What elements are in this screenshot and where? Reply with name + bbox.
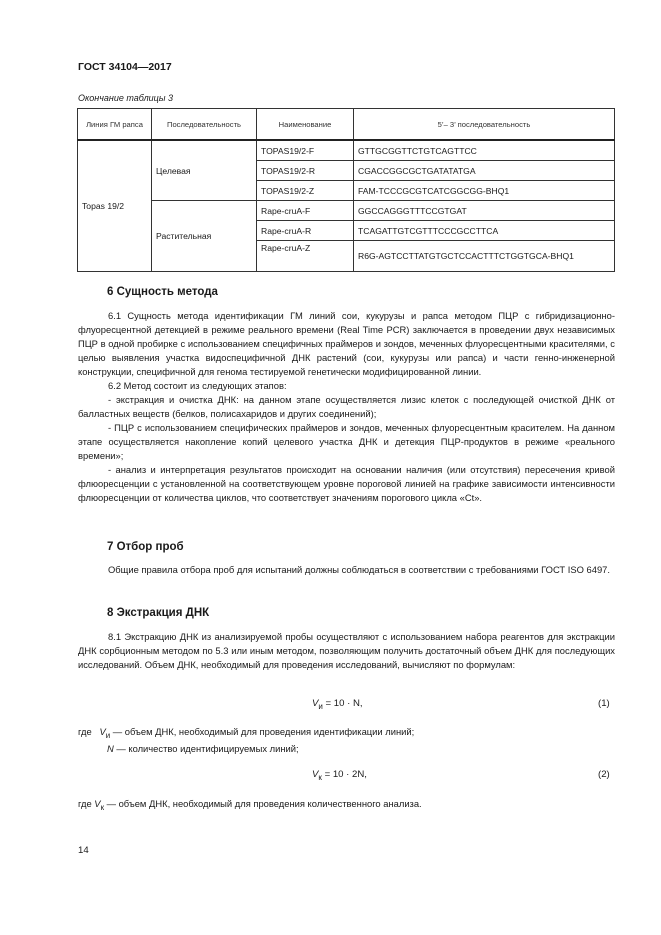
name-cell: Rape-cruA-F (257, 201, 354, 221)
line-cell: Topas 19/2 (78, 140, 152, 272)
group-cell: Целевая (152, 140, 257, 201)
paragraph-8-1: 8.1 Экстракцию ДНК из анализируемой пробы осуществляют с использованием набора реагентов для экстракции ДНК сорбционным методом по 5.3 или иным методом, позволяющим получить достаточный объем ДНК для последующих исследований. Объем ДНК, необходимый для проведения исследований, вычисляют по формулам: (78, 631, 615, 670)
table-row (78, 140, 615, 161)
table-header-row (78, 109, 615, 141)
seq-cell: CGACCGGCGCTGATATATGA (354, 161, 615, 181)
name-cell: TOPAS19/2-Z (257, 181, 354, 201)
seq-cell: FAM-TCCCGCGTCATCGGCGG-BHQ1 (354, 181, 615, 201)
name-cell: TOPAS19/2-R (257, 161, 354, 181)
where-clause-1a: где $V_и$ — объем ДНК, необходимый для проведения идентификации линий; (78, 726, 415, 740)
paragraph-6-2: 6.2 Метод состоит из следующих этапов: (108, 380, 287, 391)
col-header-sequence: 5’– 3’ последовательность (354, 109, 615, 141)
sequence-table (77, 108, 615, 272)
name-cell: TOPAS19/2-F (257, 140, 354, 161)
formula-1: $V_и = 10 \cdot N$, (312, 698, 363, 711)
where-clause-1b: N — количество идентифицируемых линий; (107, 743, 299, 754)
document-header: ГОСТ 34104—2017 (78, 61, 172, 73)
paragraph-7-1: Общие правила отбора проб для испытаний должны соблюдаться в соответствии с требованиями ГОСТ ISO 6497. (108, 564, 610, 575)
table-row (78, 201, 615, 221)
table-caption: Окончание таблицы 3 (78, 93, 173, 103)
name-cell: Rape-cruA-R (257, 221, 354, 241)
seq-cell: GTTGCGGTTCTGTCAGTTCC (354, 140, 615, 161)
seq-cell: R6G-AGTCCTTATGTGCTCCACTTTCTGGTGCA-BHQ1 (354, 241, 615, 272)
section-6-body (78, 309, 615, 505)
section-7-title: 7 Отбор проб (107, 541, 184, 553)
col-header-name: Наименование (257, 109, 354, 141)
bullet-pcr: - ПЦР с использованием специфических праймеров и зондов, меченных флуоресцентным красителем. На данном этапе осуществляется накопление копий целевого участка ДНК и детекция ПЦР-продуктов в режиме «реального времени»; (78, 422, 615, 461)
col-header-sequence-type: Последовательность (152, 109, 257, 141)
section-8-body (78, 630, 615, 672)
section-7-body (78, 563, 615, 577)
paragraph-6-1: 6.1 Сущность метода идентификации ГМ линий сои, кукурузы и рапса методом ПЦР с гибридизационно-флуоресцентной детекцией в режиме реального времени (Real Time PCR) заключается в проведении двух независимых ПЦР в одной пробирке с использованием специфичных праймеров и зондов, меченных флуоресцентными красителями, с целью выявления участка видоспецифичной ДНК растений (сои, кукурузы или рапса) и части генно-инженерной конструкции, специфичной для генома тестируемой генетически модифицированной линии. (78, 310, 615, 377)
seq-cell: TCAGATTGTCGTTTCCCGCCTTCA (354, 221, 615, 241)
col-header-line: Линия ГМ рапса (78, 109, 152, 141)
page-number: 14 (78, 845, 89, 856)
name-cell: Rape-cruA-Z (257, 241, 354, 272)
bullet-extraction: - экстракция и очистка ДНК: на данном этапе осуществляется лизис клеток с последующей очисткой ДНК от балластных веществ (белков, полисахаридов и других соединений); (78, 394, 615, 419)
section-8-title: 8 Экстракция ДНК (107, 607, 210, 619)
seq-cell: GGCCAGGGTTTCCGTGAT (354, 201, 615, 221)
bullet-analysis: - анализ и интерпретация результатов происходит на основании наличия (или отсутствия) пересечения кривой флюоресценции с установленной на соответствующем уровне пороговой линией на графике зависимости интенсивности флюоресценции от количества циклов, что соответствует значениям порогового цикла «Ct». (78, 464, 615, 503)
formula-2-number: (2) (598, 769, 610, 780)
section-6-title: 6 Сущность метода (107, 286, 218, 298)
where-clause-2: где $V_к$ — объем ДНК, необходимый для проведения количественного анализа. (78, 798, 422, 812)
formula-1-number: (1) (598, 698, 610, 709)
formula-2: $V_к = 10 \cdot 2N$, (312, 769, 367, 782)
group-cell: Растительная (152, 201, 257, 272)
